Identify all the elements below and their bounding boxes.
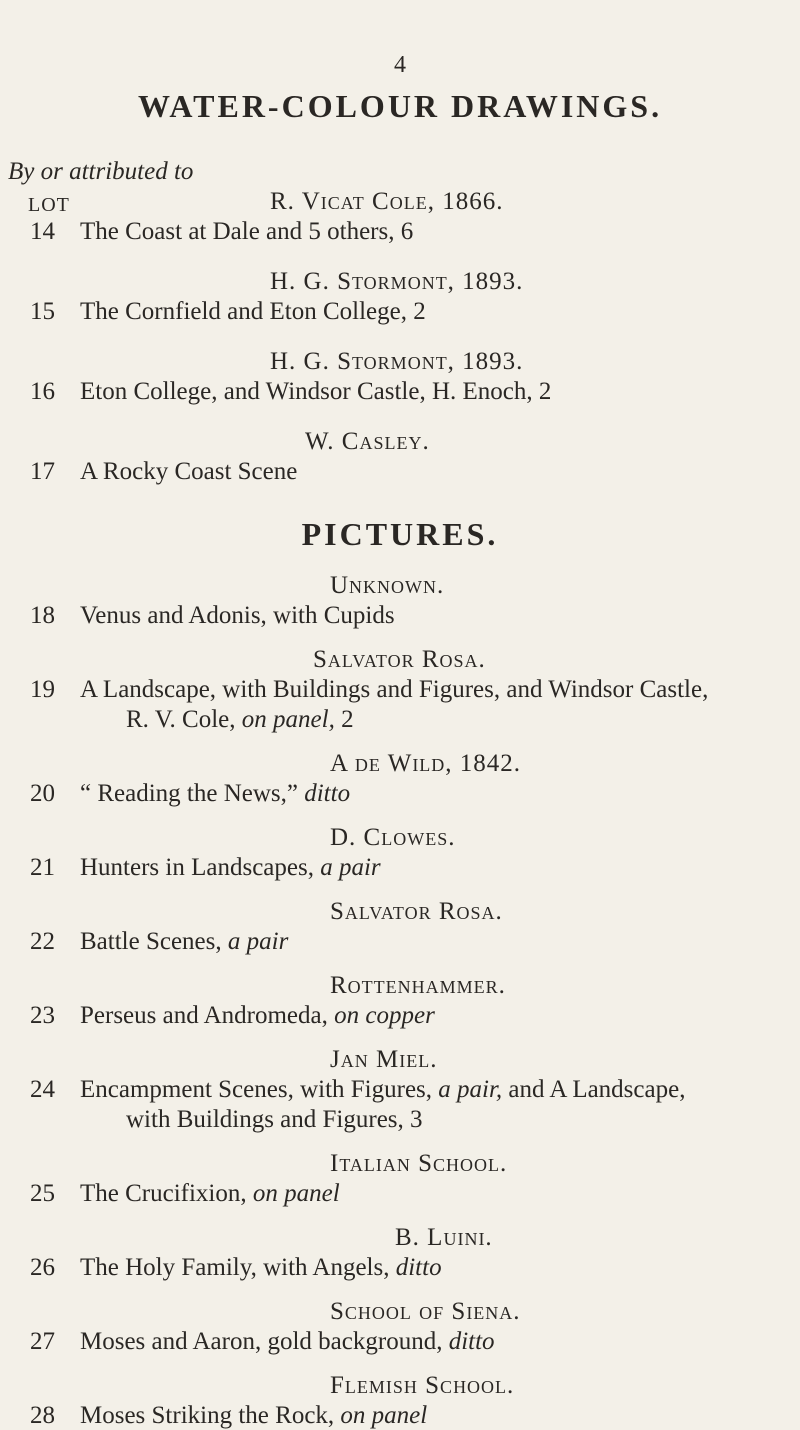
lot-description: “ Reading the News,” ditto xyxy=(80,780,351,807)
lot-number: 19 xyxy=(30,676,55,703)
artist-heading: A de Wild, 1842. xyxy=(330,750,522,777)
artist-heading: H. G. Stormont, 1893. xyxy=(270,348,524,375)
lot-description-continued: R. V. Cole, on panel, 2 xyxy=(126,706,354,733)
artist-heading: H. G. Stormont, 1893. xyxy=(270,268,524,295)
lot-number: 21 xyxy=(30,854,55,881)
lot-description: Moses and Aaron, gold background, ditto xyxy=(80,1328,495,1355)
lot-number: 27 xyxy=(30,1328,55,1355)
lot-description: Battle Scenes, a pair xyxy=(80,928,289,955)
artist-heading: School of Siena. xyxy=(330,1298,521,1325)
artist-heading: D. Clowes. xyxy=(330,824,456,851)
lot-number: 18 xyxy=(30,602,55,629)
lot-description: Eton College, and Windsor Castle, H. Enoch, 2 xyxy=(80,378,552,405)
lot-number: 15 xyxy=(30,298,55,325)
lot-description: The Holy Family, with Angels, ditto xyxy=(80,1254,442,1281)
lot-description: Perseus and Andromeda, on copper xyxy=(80,1002,435,1029)
artist-heading: Flemish School. xyxy=(330,1372,515,1399)
section-title-pictures: PICTURES. xyxy=(301,516,499,552)
artist-heading: Salvator Rosa. xyxy=(313,646,486,673)
lot-description: Moses Striking the Rock, on panel xyxy=(80,1402,428,1429)
lot-number: 22 xyxy=(30,928,55,955)
lot-description: Venus and Adonis, with Cupids xyxy=(80,602,395,629)
artist-heading: Jan Miel. xyxy=(330,1046,438,1073)
section-title-watercolour: WATER-COLOUR DRAWINGS. xyxy=(137,88,663,124)
lot-number: 16 xyxy=(30,378,55,405)
lot-description: A Rocky Coast Scene xyxy=(80,458,298,485)
lot-description: A Landscape, with Buildings and Figures, and Windsor Castle, xyxy=(80,676,709,703)
artist-heading: Rottenhammer. xyxy=(330,972,506,999)
lot-number: 20 xyxy=(30,780,55,807)
lot-number: 25 xyxy=(30,1180,55,1207)
lot-description: Encampment Scenes, with Figures, a pair, and A Landscape, xyxy=(80,1076,686,1103)
lot-number: 24 xyxy=(30,1076,55,1103)
lot-column-header: LOT xyxy=(28,194,70,216)
lot-description: The Coast at Dale and 5 others, 6 xyxy=(80,218,414,245)
artist-heading: R. Vicat Cole, 1866. xyxy=(270,188,504,215)
artist-heading: W. Casley. xyxy=(305,428,430,455)
lot-number: 26 xyxy=(30,1254,55,1281)
artist-heading: Salvator Rosa. xyxy=(330,898,503,925)
lot-description: The Cornfield and Eton College, 2 xyxy=(80,298,426,325)
section-subtitle: By or attributed to xyxy=(8,158,194,185)
lot-number: 28 xyxy=(30,1402,55,1429)
lot-number: 23 xyxy=(30,1002,55,1029)
artist-heading: Unknown. xyxy=(330,572,445,599)
lot-number: 14 xyxy=(30,218,55,245)
lot-description: Hunters in Landscapes, a pair xyxy=(80,854,381,881)
artist-heading: Italian School. xyxy=(330,1150,508,1177)
page-number: 4 xyxy=(394,52,406,78)
lot-description: The Crucifixion, on panel xyxy=(80,1180,340,1207)
artist-heading: B. Luini. xyxy=(395,1224,493,1251)
lot-number: 17 xyxy=(30,458,55,485)
lot-description-continued: with Buildings and Figures, 3 xyxy=(126,1106,423,1133)
